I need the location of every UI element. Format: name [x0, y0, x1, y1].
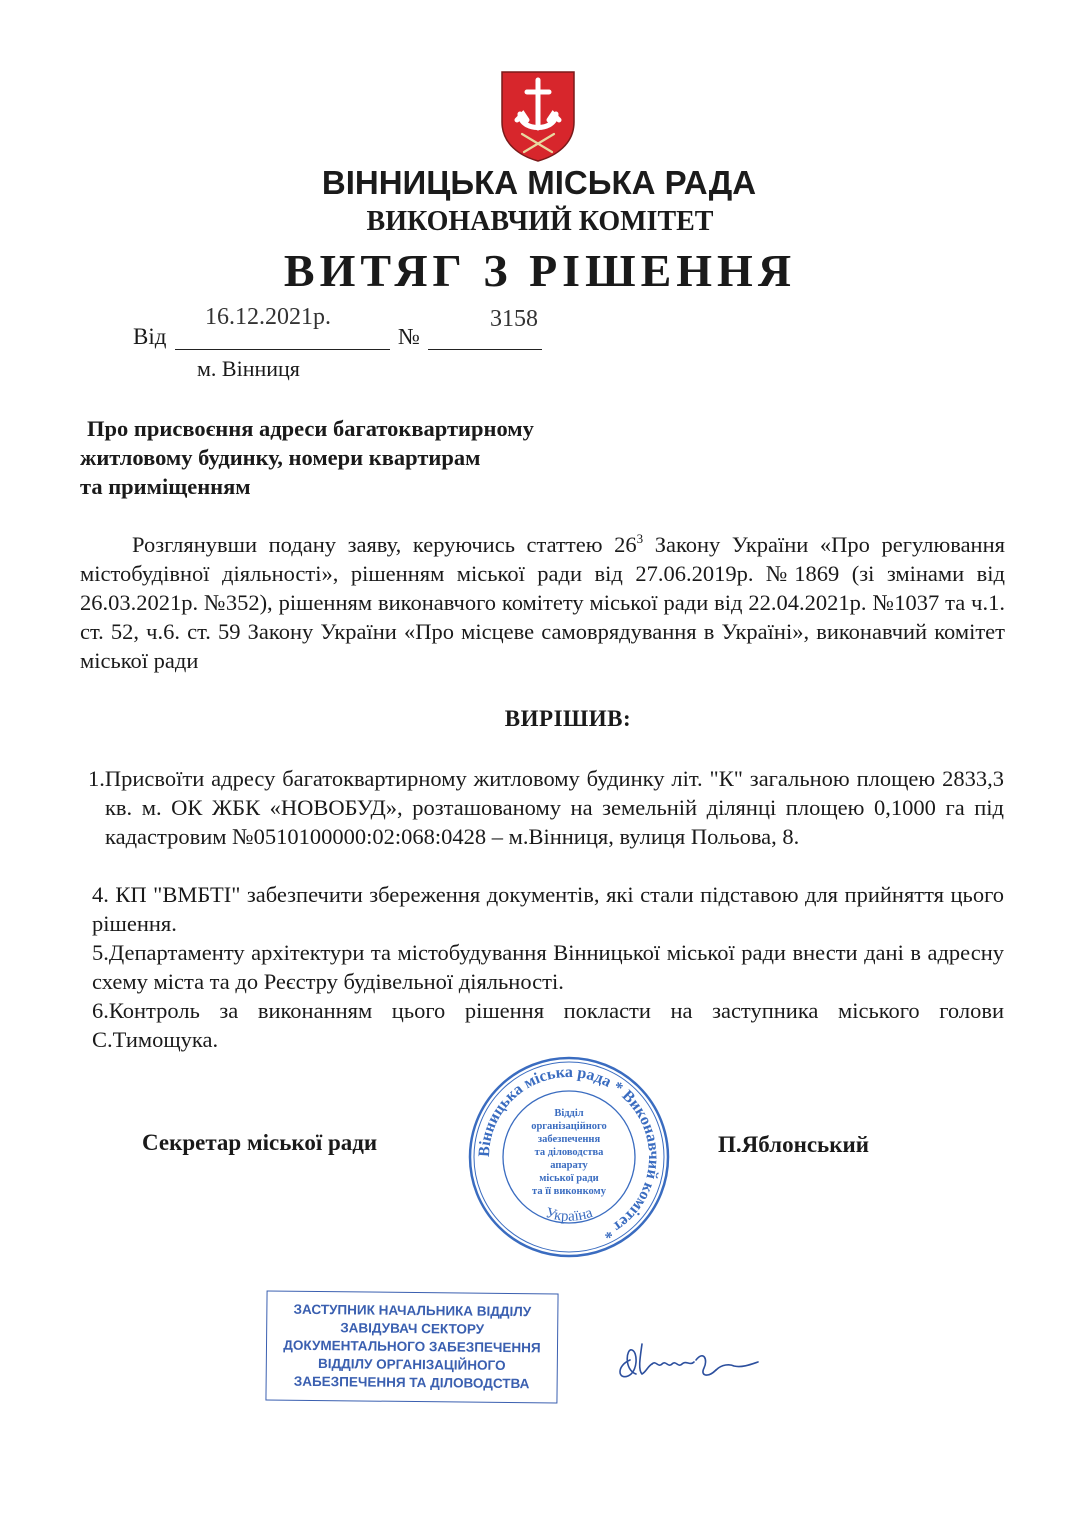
number-underline [428, 349, 542, 350]
document-type-title: ВИТЯГ З РІШЕННЯ [283, 245, 797, 296]
stamp-line: ВІДДІЛУ ОРГАНІЗАЦІЙНОГО [318, 1356, 506, 1373]
city-label: м. Вінниця [197, 356, 300, 381]
svg-text:організаційного: організаційного [531, 1121, 607, 1132]
subject-line: та приміщенням [80, 474, 251, 499]
decision-number-value: 3158 [490, 306, 538, 332]
svg-text:та її виконкому: та її виконкому [532, 1186, 606, 1197]
date-value: 16.12.2021р. [205, 304, 331, 330]
svg-text:міської ради: міської ради [539, 1173, 599, 1184]
decision-subject [80, 414, 534, 501]
date-label: Від [133, 324, 167, 349]
svg-text:Вінницька міська рада * Викона: Вінницька міська рада * Виконавчий комітет * [475, 1063, 663, 1242]
stamp-line: ЗАБЕЗПЕЧЕННЯ ТА ДІЛОВОДСТВА [293, 1373, 530, 1392]
decided-heading: ВИРІШИВ: [504, 706, 632, 731]
certification-stamp [265, 1290, 558, 1403]
decision-item: 1.Присвоїти адресу багатоквартирному житловому будинку літ. "К" загальною площею 2833,3 кв. м. ОК ЖБК «НОВОБУД», розташованому на земельній ділянці площею 0,1000 га під кадастровим №0510100000:02:068:0428 – м.Вінниця, вулиця Польова, 8. [88, 766, 1004, 849]
coat-of-arms-icon [500, 70, 576, 162]
svg-text:та діловодства: та діловодства [534, 1147, 604, 1158]
svg-text:забезпечення: забезпечення [537, 1134, 601, 1145]
svg-text:апарату: апарату [550, 1160, 588, 1171]
number-label: № [398, 324, 420, 349]
preamble-paragraph: Розглянувши подану заяву, керуючись статтею $26^3$ Закону України «Про регулювання містобудівної діяльності», рішенням міської ради від 27.06.2019р. №1869 (зі змінами від 26.03.2021р. №352), рішенням виконавчого комітету міської ради від 22.04.2021р. №1037 та ч.1. ст. 52, ч.6. ст. 59 Закону України «Про місцеве самоврядування в Україні», виконавчий комітет міської ради [80, 531, 1005, 673]
decision-item: 5.Департаменту архітектури та містобудування Вінницької міської ради внести дані в адресну схему міста та до Реєстру будівельної діяльності. [92, 940, 1004, 994]
committee-title: ВИКОНАВЧИЙ КОМІТЕТ [366, 206, 714, 237]
decision-item: 4. КП "ВМБТІ" забезпечити збереження документів, які стали підставою для прийняття цього рішення. [92, 882, 1004, 936]
decision-item: 6.Контроль за виконанням цього рішення покласти на заступника міського голови С.Тимощука. [92, 998, 1004, 1052]
stamp-line: ЗАВІДУВАЧ СЕКТОРУ [340, 1320, 485, 1337]
subject-line: житловому будинку, номери квартирам [80, 445, 481, 470]
subject-line: Про присвоєння адреси багатоквартирному [87, 416, 534, 441]
signatory-position: Секретар міської ради [142, 1130, 378, 1155]
official-seal [466, 1054, 672, 1260]
stamp-line: ДОКУМЕНТАЛЬНОГО ЗАБЕЗПЕЧЕННЯ [283, 1337, 541, 1356]
council-title: ВІННИЦЬКА МІСЬКА РАДА [321, 164, 757, 201]
svg-text:Відділ: Відділ [554, 1108, 584, 1119]
handwritten-signature [612, 1330, 772, 1390]
signatory-name: П.Яблонський [718, 1132, 869, 1157]
svg-text:Україна: Україна [543, 1204, 595, 1225]
stamp-line: ЗАСТУПНИК НАЧАЛЬНИКА ВІДДІЛУ [293, 1301, 532, 1320]
date-underline [175, 349, 390, 350]
